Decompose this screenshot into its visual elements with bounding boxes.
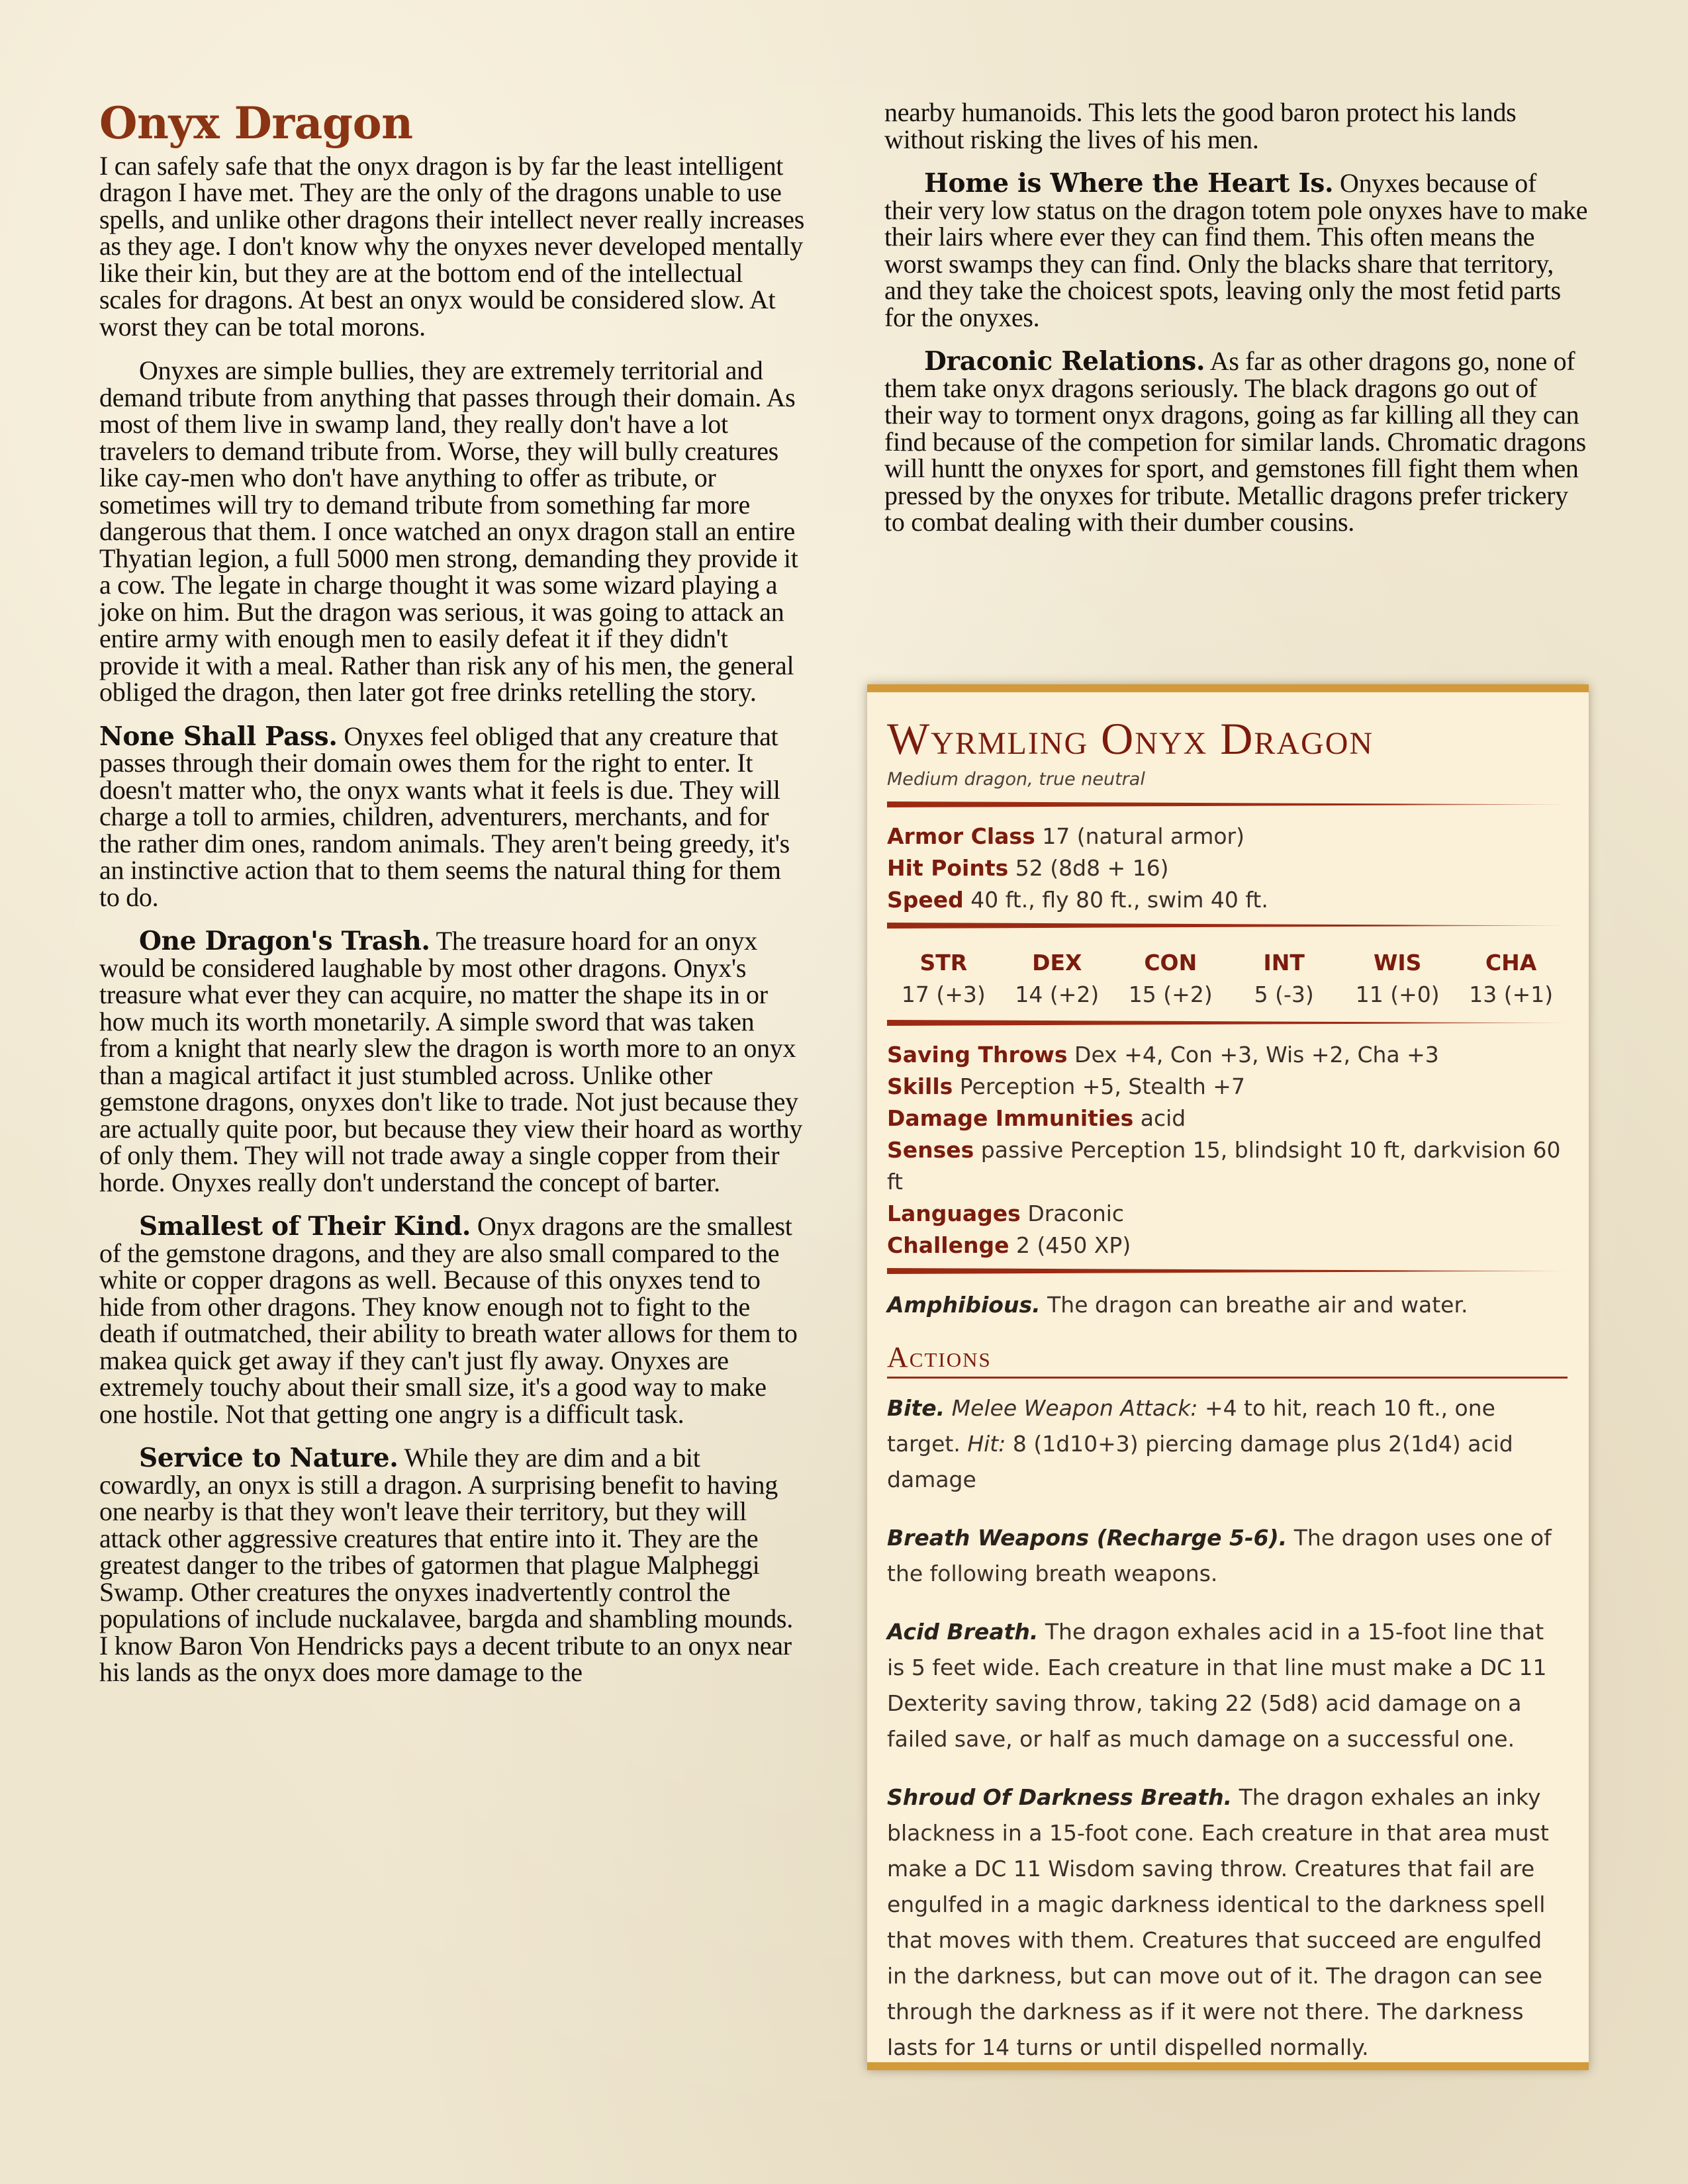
- creature-name: Wyrmling Onyx Dragon: [887, 713, 1374, 764]
- ability-name: WIS: [1373, 950, 1422, 976]
- challenge-label: Challenge: [887, 1232, 1009, 1258]
- divider: [887, 1020, 1568, 1026]
- intro-paragraph: I can safely safe that the onyx dragon is by far the least intelligent dragon I have met. They are the only of the dragons unable to use spells, and unlike other dragons their intellect never really increases as they age. I don't know why the onyxes never developed mentally like their kin, but they are at the bottom end of the intellectual scales for dragons. At best an onyx would be considered slow. At worst they can be total morons.: [99, 150, 804, 341]
- ability-int: [1227, 947, 1340, 1011]
- skills-value: Perception +5, Stealth +7: [953, 1073, 1245, 1099]
- section-heading: Draconic Relations.: [924, 346, 1205, 377]
- section-heading: Smallest of Their Kind.: [139, 1211, 471, 1242]
- challenge-value: 2 (450 XP): [1009, 1232, 1131, 1258]
- damage-immunities-label: Damage Immunities: [887, 1105, 1134, 1131]
- ability-value: 11 (+0): [1355, 981, 1440, 1007]
- armor-class-value: 17 (natural armor): [1035, 823, 1244, 849]
- section-text: Onyxes feel obliged that any creature that passes through their domain owes them for the right to enter. It doesn't matter who, the onyx wants what it feels is due. They will charge a toll to armies, children, adventurers, merchants, and for the rather dim ones, random animals. They aren't being greedy, it's an instinctive action that to them seems the natural thing for them to do.: [99, 721, 790, 912]
- section-text: Onyxes because of their very low status on the dragon totem pole onyxes have to make their lairs where ever they can find them. This often means the worst swamps they can find. Only the blacks share that territory, and they take the choicest spots, leaving only the most fetid parts for the onyxes.: [884, 168, 1588, 332]
- action-name: Shroud Of Darkness Breath.: [887, 1784, 1233, 1810]
- divider: [887, 801, 1568, 807]
- section-draconic-relations: [884, 348, 1590, 536]
- section-heading: One Dragon's Trash.: [139, 926, 430, 957]
- ability-name: DEX: [1032, 950, 1082, 976]
- section-text: While they are dim and a bit cowardly, an onyx is still a dragon. A surprising benefit to having one nearby is that they won't leave their territory, but they will attack other aggressive creatures that entire into it. They are the greatest danger to the tribes of gatormen that plague Malpheggi Swamp. Other creatures the onyxes inadvertently control the populations of include nuckalavee, bargda and shambling mounds. I know Baron Von Hendricks pays a decent tribute to an onyx near his lands as the onyx does more damage to the: [99, 1443, 793, 1688]
- action-name: Breath Weapons (Recharge 5-6).: [887, 1525, 1288, 1551]
- action-text: 8 (1d10+3) piercing damage plus 2(1d4) acid damage: [887, 1431, 1513, 1492]
- ability-value: 13 (+1): [1469, 981, 1554, 1007]
- ability-name: STR: [919, 950, 968, 976]
- section-text: As far as other dragons go, none of them take onyx dragons seriously. The black dragons go out of their way to torment onyx dragons, going as far killing all they can find because of the competion for similar lands. Chromatic dragons will huntt the onyxes for sport, and gemstones fill fight them when pressed by the onyxes for tribute. Metallic dragons prefer trickery to combat dealing with their dumber cousins.: [884, 346, 1586, 537]
- section-text: The treasure hoard for an onyx would be considered laughable by most other dragons. Onyx's treasure what ever they can acquire, no matter the shape its in or how much its worth monetarily. A simple sword that was taken from a knight that nearly slew the dragon is worth more to an onyx than a magical artifact it just stumbled across. Unlike other gemstone dragons, onyxes don't like to trade. Not just because they are actually quite poor, but because they view their hoard as worthy of only them. They will not trade away a single copper from their horde. Onyxes really don't understand the concept of barter.: [99, 926, 803, 1197]
- action-text: +4 to hit, reach 10 ft., one target.: [887, 1395, 1495, 1457]
- saving-throws-label: Saving Throws: [887, 1042, 1068, 1068]
- hit-points: [887, 852, 1568, 884]
- skills-label: Skills: [887, 1073, 953, 1099]
- hit-points-label: Hit Points: [887, 855, 1009, 881]
- ability-name: CON: [1144, 950, 1197, 976]
- ability-wis: [1341, 947, 1454, 1011]
- senses-value: passive Perception 15, blindsight 10 ft, darkvision 60 ft: [887, 1137, 1561, 1195]
- action-breath-weapons: [887, 1520, 1568, 1592]
- ability-dex: [1000, 947, 1113, 1011]
- senses: [887, 1134, 1568, 1198]
- continued-paragraph: nearby humanoids. This lets the good baron protect his lands without risking the lives of his men.: [884, 97, 1517, 154]
- stat-block: [867, 684, 1589, 2070]
- divider: [887, 1268, 1568, 1274]
- senses-label: Senses: [887, 1137, 974, 1163]
- action-acid-breath: [887, 1614, 1568, 1757]
- action-shroud-of-darkness: [887, 1780, 1568, 2066]
- section-heading: Home is Where the Heart Is.: [924, 168, 1334, 199]
- divider: [887, 923, 1568, 929]
- section-service-to-nature: [99, 1445, 804, 1686]
- trait-text: The dragon can breathe air and water.: [1040, 1292, 1468, 1318]
- section-none-shall-pass: [99, 723, 804, 911]
- ability-value: 15 (+2): [1128, 981, 1213, 1007]
- ability-name: INT: [1263, 950, 1305, 976]
- left-column: [99, 99, 804, 1704]
- saving-throws: [887, 1039, 1568, 1071]
- hit-points-value: 52 (8d8 + 16): [1008, 855, 1169, 881]
- section-heading: Service to Nature.: [139, 1443, 399, 1474]
- ability-value: 5 (-3): [1254, 981, 1314, 1007]
- action-name: Acid Breath.: [887, 1619, 1039, 1645]
- damage-immunities: [887, 1103, 1568, 1134]
- bullies-paragraph: Onyxes are simple bullies, they are extremely territorial and demand tribute from anything that passes through their domain. As most of them live in swamp land, they really don't have a lot travelers to demand tribute from. Worse, they will bully creatures like cay-men who don't have anything to offer as tribute, or sometimes will try to demand tribute from something far more dangerous that them. I once watched an onyx dragon stall an entire Thyatian legion, a full 5000 men strong, demanding they provide it a cow. The legate in charge thought it was some wizard playing a joke on him. But the dragon was serious, it was going to attack an entire army with enough men to easily defeat it if they didn't provide it with a meal. Rather than risk any of his men, the general obliged the dragon, then later got free drinks retelling the story.: [99, 355, 798, 707]
- ability-scores: [887, 942, 1568, 1013]
- hit-label: Hit:: [967, 1431, 1006, 1457]
- saving-throws-value: Dex +4, Con +3, Wis +2, Cha +3: [1067, 1042, 1439, 1068]
- languages-label: Languages: [887, 1201, 1021, 1226]
- right-column: [884, 99, 1590, 553]
- armor-class: [887, 821, 1568, 852]
- armor-class-label: Armor Class: [887, 823, 1035, 849]
- challenge: [887, 1230, 1568, 1261]
- speed-label: Speed: [887, 887, 964, 913]
- action-bite: [887, 1390, 1568, 1498]
- ability-str: [887, 947, 1000, 1011]
- ability-con: [1114, 947, 1227, 1011]
- action-text: The dragon uses one of the following breath weapons.: [887, 1525, 1552, 1586]
- damage-immunities-value: acid: [1133, 1105, 1186, 1131]
- trait-name: Amphibious.: [887, 1292, 1041, 1318]
- action-text: The dragon exhales acid in a 15-foot line that is 5 feet wide. Each creature in that line must make a DC 11 Dexterity saving throw, taking 22 (5d8) acid damage on a failed save, or half as much damage on a successful one.: [887, 1619, 1547, 1752]
- page-title: Onyx Dragon: [99, 97, 413, 149]
- section-heading: None Shall Pass.: [99, 721, 338, 752]
- creature-type: Medium dragon, true neutral: [887, 769, 1145, 790]
- languages: [887, 1198, 1568, 1230]
- section-text: Onyx dragons are the smallest of the gemstone dragons, and they are also small compared to the white or copper dragons as well. Because of this onyxes tend to hide from other dragons. They know enough not to fight to the death if outmatched, their ability to breath water allows for them to makea quick get away if they can't just fly away. Onyxes are extremely touchy about their small size, it's a good way to make one hostile. Not that getting one angry is a difficult task.: [99, 1211, 798, 1429]
- skills: [887, 1071, 1568, 1103]
- action-name: Bite.: [887, 1395, 945, 1421]
- ability-value: 14 (+2): [1015, 981, 1100, 1007]
- trait-amphibious: [887, 1287, 1568, 1323]
- speed: [887, 884, 1568, 916]
- ability-name: CHA: [1485, 950, 1537, 976]
- action-text: The dragon exhales an inky blackness in a 15-foot cone. Each creature in that area must make a DC 11 Wisdom saving throw. Creatures that fail are engulfed in a magic darkness identical to the darkness spell that moves with them. Creatures that succeed are engulfed in the darkness, but can move out of it. The dragon can see through the darkness as if it were not there. The darkness lasts for 14 turns or until dispelled normally.: [887, 1784, 1549, 2060]
- speed-value: 40 ft., fly 80 ft., swim 40 ft.: [963, 887, 1268, 913]
- section-one-dragons-trash: [99, 928, 804, 1196]
- languages-value: Draconic: [1020, 1201, 1125, 1226]
- ability-cha: [1454, 947, 1568, 1011]
- section-smallest-of-their-kind: [99, 1213, 804, 1428]
- section-home-is-where-the-heart-is: [884, 170, 1590, 331]
- attack-type: Melee Weapon Attack:: [951, 1395, 1198, 1421]
- actions-heading: Actions: [887, 1340, 1568, 1379]
- ability-value: 17 (+3): [901, 981, 986, 1007]
